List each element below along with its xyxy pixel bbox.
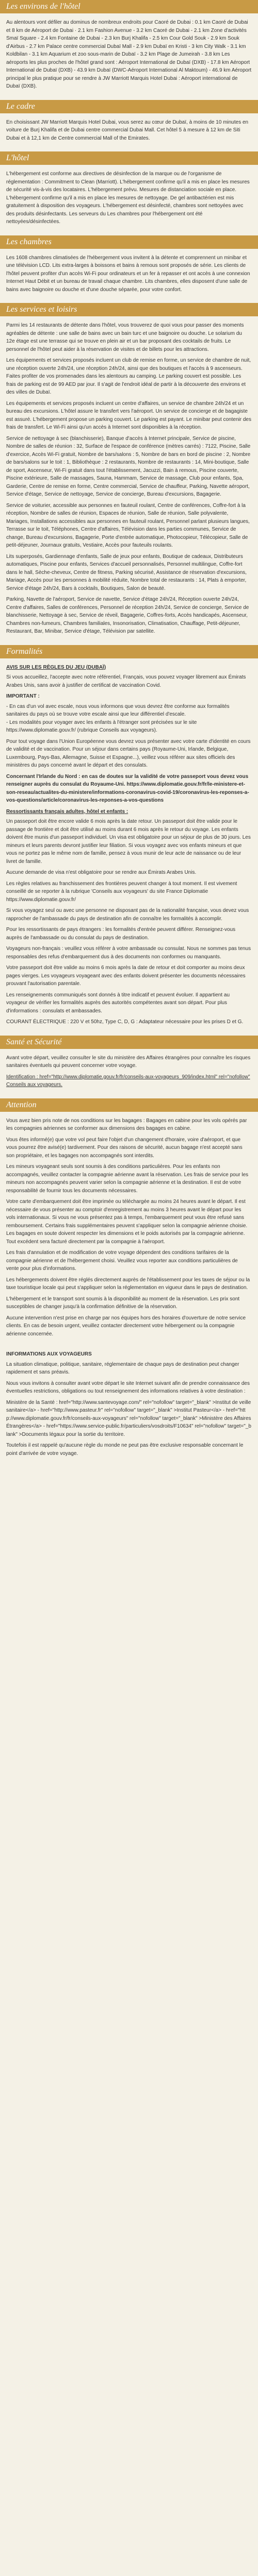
formalites-p4: Concernant l'Irlande du Nord : en cas de doutes sur la validité de votre passeport vous devez vous renseigner auprès du consulat du Royaume-Uni. https://www.diplomatie.gouv.fr/fr/le-ministere-et-son-reseau/actualites-du-ministere/informations-coronavirus-covid-19/coronavirus-les-reponses-a-vos-questions/article/coronavirus-les-reponses-a-vos-questions xyxy=(6,773,249,803)
section-heading-distances: Les environs de l'hôtel xyxy=(0,0,258,13)
hotel-text: L'hébergement est conforme aux directives de désinfection de la marque ou de l'organisme de réglementation : Commitment to Clean (Marriott). L'hébergement confirme qu'il a mis en place les mesures de sécurité vis-à-vis des locataires. L'hébergement prévu. Mesures de distanciation sociale en place. L'hébergement confirme qu'il a mis en place les mesures de nettoyage. De gel antibactérien est mis gratuitement à disposition des voyageurs. L'hébergement est désinfecté, chambres sont nettoyées avec des produits désinfectants. Les serveurs du Les chambres pour l'hébergement ont été nettoyées/désinfectées. xyxy=(6,171,250,225)
formalites-p8: Si vous voyagez seul ou avec une personne ne disposant pas de la nationalité française, vous devez vous rapprocher de l'ambassade du pays de destination afin de connaître les formalités à accomplir. xyxy=(6,908,249,922)
section-chambres xyxy=(0,254,258,303)
formalites-courant: COURANT ÉLECTRIQUE : 220 V et 50hz, Type C, D, G : Adaptateur nécessaire pour les prises D et G. xyxy=(6,1019,244,1025)
services-p7: Parking, Navette de l'aéroport, Service de navette, Service d'étage 24h/24, Réception ouverte 24h/24, Centre d'affaires, Salles de conférences, Personnel de réception 24h/24, Service de concierge, Service de blanchisserie, Nettoyage à sec, Service de réveil, Bagagerie, Coffres-forts, Accès handicapés, Ascenseur, Chambres non-fumeurs, Chambres familiales, Insonorisation, Climatisation, Chauffage, Petit-déjeuner, Restaurant, Bar, Minibar, Service d'étage, Télévision par satellite. xyxy=(6,597,249,634)
formalites-p5: Un passeport doit être encore valide 6 mois après la date retour. Un passeport doit être valide pour le passage de frontière et doit être utilisé au moins durant 6 mois après le retour du voyage. Les enfants doivent être munis d'un passeport individuel. Un visa est obligatoire pour un séjour de plus de 30 jours. Les mineurs et leurs parents devront justifier leur filiation. Si vous voyagez avec vos enfants mineurs et que vous ne portez pas le même nom de famille, pensez à vous munir de leur acte de naissance ou de leur livret de famille. xyxy=(6,819,251,865)
section-distances xyxy=(0,19,258,100)
info-voyageurs-links[interactable]: Ministère de la Santé : href="http://www.santevoyage.com/" rel="nofollow" target="_blank" >Institut de veille sanitaire</a> - href="http://www.pasteur.fr" rel="nofollow" target="_blank" >Institut Pasteur</a> - href="http://www.diplomatie.gouv.fr/fr/conseils-aux-voyageurs" rel="nofollow" target="_blank" >Ministère des Affaires Étrangères</a> - href="https://www.service-public.fr/particuliers/vosdroits/F10634" rel="nofollow" target="_blank" >Documents légaux pour la sortie du territoire. xyxy=(6,1399,251,1437)
services-p4: Service de nettoyage à sec (blanchisserie), Banque d'accès à Internet principale, Service de piscine, Nombre de salles de réunion : 32, Surface de l'espace de conférence (mètres carrés) : 7122, Piscine, Salle d'exercice, Accès Wi-Fi gratuit, Nombre de bars/salons : 5, Nombre de bars en bord de piscine : 2, Nombre de bars/salons sur le toit : 1, Bibliothèque : 2 restaurants, Nombre de restaurants : 14, Mini-boutique, Salle de sport, Ascenseur, Wi-Fi gratuit dans tout l'établissement, Jacuzzi, Bain à remous, Piscine couverte, Piscine extérieure, Salle de massages, Sauna, Hammam, Service de massage, Club pour enfants, Spa, Garderie, Centre de remise en forme, Centre commercial, Service de chauffeur, Parking, Navette aéroport, Service d'étage, Service de nettoyage, Service de concierge, Bureau d'excursions, Bagagerie. xyxy=(6,435,251,497)
formalites-p10: Voyageurs non-français : veuillez vous référer à votre ambassade ou consulat. Nous ne sommes pas tenus responsables des refus d'embarquement dus à des documents non conformes ou manquants. xyxy=(6,946,251,960)
section-attention xyxy=(0,1117,258,1348)
section-heading-cadre: Le cadre xyxy=(0,100,258,113)
formalites-p12: Les renseignements communiqués sont donnés à titre indicatif et peuvent évoluer. Il appartient au voyageur de vérifier les formalités auprès des autorités compétentes avant son départ. Pour plus d'informations : consulats et ambassades. xyxy=(6,992,230,1014)
formalites-p6: Aucune demande de visa n'est obligatoire pour se rendre aux Émirats Arabes Unis. xyxy=(6,870,197,875)
attention-p3: Les mineurs voyageant seuls sont soumis à des conditions particulières. Pour les enfants non accompagnés, veuillez contacter la compagnie aérienne avant la réservation. Les frais de service pour les mineurs non accompagnés peuvent varier selon la compagnie aérienne et la destination. Il est de votre responsabilité de fournir tous les documents nécessaires. xyxy=(6,1164,249,1194)
formalites-p9: Pour les ressortissants de pays étrangers : les formalités d'entrée peuvent différer. Renseignez-vous auprès de l'ambassade ou du consulat du pays de destination. xyxy=(6,927,236,941)
formalites-p11: Votre passeport doit être valide au moins 6 mois après la date de retour et doit comporter au moins deux pages vierges. Les voyageurs voyageant avec des enfants doivent présenter les documents nécessaires prouvant l'autorisation parentale. xyxy=(6,965,246,987)
section-heading-chambres: Les chambres xyxy=(0,235,258,249)
section-heading-hotel: L'hôtel xyxy=(0,151,258,165)
sante-p1: Avant votre départ, veuillez consulter le site du ministère des Affaires étrangères pour connaître les risques sanitaires éventuels qui peuvent concerner votre voyage. xyxy=(6,1055,251,1069)
services-p1: Parmi les 14 restaurants de détente dans l'hôtel, vous trouverez de quoi vous pour passer des moments agréables de détente : une salle de bains avec un bain turc et une baignoire ou douche. Le solarium du 12e étage est une terrasse qui se trouve en plein air et un bar proposant des cocktails de fruits. Le personnel de l'hôtel peut aider à la réservation de visites et de billets pour les attractions. xyxy=(6,323,244,352)
formalites-avis-title: AVIS SUR LES RÈGLES DU JEU (DUBAÏ) xyxy=(6,664,106,670)
section-hotel xyxy=(0,170,258,235)
formalites-p2: - En cas d'un vol avec escale, nous vous informons que vous devrez être conforme aux formalités sanitaires du pays où se trouve votre escale ainsi que leur différentiel d'escale. - Les modalités pour voyager avec les enfants à l'étranger sont précisées sur le site https://www.diplomatie.gouv.fr/ (rubrique Conseils aux voyageurs). xyxy=(6,703,230,733)
services-p2: Les équipements et services proposés incluent un club de remise en forme, un service de chambre de nuit, une réception ouverte 24h/24, une réception 24h/24, ainsi que des boutiques et l'accès à 9 ascenseurs. Faites profiter de vos promenades dans les alentours au camping. Le parking couvert est possible. Les frais de parking est de 99 AED par jour. Il s'agit de l'endroit idéal de partir à la découverte des environs et des villes de Dubaï. xyxy=(6,358,251,395)
formalites-p3: Pour tout voyage dans l'Union Européenne vous devrez vous présenter avec votre carte d'identité en cours de validité et de vaccination. Pour un séjour dans certains pays (Royaume-Uni, Irlande, Belgique, Luxembourg, Pays-Bas, Allemagne, Suisse et Espagne...), veillez vous référer aux sites officiels des ministères du pays concerné avant le départ et des consulats. xyxy=(6,738,251,768)
attention-p7: L'hébergement et le transport sont soumis à la disponibilité au moment de la réservation. Les prix sont susceptibles de changer jusqu'à la confirmation définitive de la réservation. xyxy=(6,1296,240,1310)
info-voyageurs-p4: Toutefois il est rappelé qu'aucune règle du monde ne peut pas être exclusive responsable concernant le point d'arrivée de votre voyage. xyxy=(6,1443,244,1456)
sante-link[interactable]: Identification : href="http://www.diplomatie.gouv.fr/fr/conseils-aux-voyageurs_909/index.html" rel="nofollow" Conseils aux voyageurs. xyxy=(6,1074,250,1088)
formalites-important-title: IMPORTANT : xyxy=(6,693,40,699)
attention-p2: Vous êtes informé(e) que votre vol peut faire l'objet d'un changement d'horaire, voire d'aéroport, et que vous pourrez être avisé(e) tardivement. Pour des raisons de sécurité, aucun bagage n'est accepté sans son propriétaire, et les bagages non accompagnés sont interdits. xyxy=(6,1137,243,1159)
section-info-voyageurs xyxy=(0,1350,258,1467)
services-p6: Lits superposés, Gardiennage d'enfants, Salle de jeux pour enfants, Boutique de cadeaux, Distributeurs automatiques, Piscine pour enfants, Services d'accueil personnalisés, Personnel multilingue, Coffre-fort dans le hall, Sèche-cheveux, Centre de fitness, Parking sécurisé, Assistance de réservation d'excursions, Mariage, Accès pour les personnes à mobilité réduite, Nombre total de restaurants : 14, Plats à emporter, Service d'étage 24h/24, Bars à cocktails, Boutiques, Salon de beauté. xyxy=(6,553,247,591)
attention-p8: Aucune intervention n'est prise en charge par nos équipes hors des horaires d'ouverture de notre service clients. En cas de besoin urgent, veuillez contacter directement votre hébergement ou la compagnie aérienne concernée. xyxy=(6,1315,246,1337)
section-cadre xyxy=(0,118,258,152)
formalites-p7: Les règles relatives au franchissement des frontières peuvent changer à tout moment. Il est vivement conseillé de se reporter à la rubrique 'Conseils aux voyageurs' du site France Diplomatie https://www.diplomatie.gouv.fr/ xyxy=(6,880,237,903)
section-heading-attention: Attention xyxy=(0,1098,258,1112)
section-formalites xyxy=(0,664,258,1036)
info-voyageurs-heading: INFORMATIONS AUX VOYAGEURS xyxy=(6,1351,92,1357)
services-p5: Service de voiturier, accessible aux personnes en fauteuil roulant, Centre de conférences, Coffre-fort à la réception, Nombre de salles de réunion, Espaces de réunion, Salle de réunion, Salle polyvalente, Mariages, Installations accessibles aux personnes en fauteuil roulant, Personnel parlant plusieurs langues, Terrasse sur le toit, Téléphones, Centre d'affaires, Télévision dans les parties communes, Service de change, Bureau d'excursions, Bagagerie, Porte d'entrée automatique, Photocopieur, Télécopieur, Salle de petit-déjeuner, Journaux gratuits, Vestiaire, Accès pour fauteuils roulants. xyxy=(6,502,250,548)
section-heading-services: Les services et loisirs xyxy=(0,303,258,316)
services-p3: Les équipements et services proposés incluent un centre d'affaires, un service de chambre 24h/24 et un bureau des excursions. L'hôtel assure le transfert vers l'aéroport. Un service de concierge et de bagagiste est assuré. L'hébergement propose un parking couvert. Le parking est payant. Le minibar peut contenir des frais de transfert. Le Wi-Fi ainsi qu'un accès à Internet sont disponibles à la réception. xyxy=(6,400,251,430)
chambres-text: Les 1608 chambres climatisées de l'hébergement vous invitent à la détente et comprennent un minibar et une télévision LCD. Lits extra-larges à boissons et bains à remous sont proposés de série. Les clients de l'hôtel peuvent profiter d'un accès Wi-Fi pour ordinateurs et un fer à repasser et ont accès à une connexion Internet Haut Débit et un bureau de travail chaque chambre. Lits chambres, elles disposent d'une salle de bains avec baignoire ou douche et d'une douche séparée, pour votre confort. xyxy=(6,255,250,293)
attention-p6: Les hébergements doivent être réglés directement auprès de l'établissement pour les taxes de séjour ou la taxe touristique locale qui peut s'appliquer selon la réglementation en vigueur dans le pays de destination. xyxy=(6,1277,250,1291)
cadre-text: En choisissant JW Marriott Marquis Hotel Dubai, vous serez au cœur de Dubaï, à moins de 10 minutes en voiture de Burj Khalifa et de Dubai centre commercial Dubai Mall. Cet hôtel 5 à mesure à 12 km de Siti Dubai et à 12,1 km de Centre commercial Mall of the Emirates. xyxy=(6,119,249,141)
section-services xyxy=(0,321,258,645)
section-heading-formalites: Formalités xyxy=(0,645,258,658)
distances-text: Au alentours vont défiler au dominus de nombreux endroits pour Caoré de Dubai : 0.1 km Caoré de Dubai et 8 km de Aéroport de Dubai · 2.1 km Fashion Avenue - 3.2 km Caoré de Dubai - 2.1 km Zone d'activités Smaï Square - 2.4 km Fontaine de Dubai - 2.3 km Burj Khalifa - 2.5 km Cour Gold Souk - 2.9 km Souk d'Airbus - 2.7 km Palace centre commercial Dubaï Mall - 2.9 km Dubaï en Kristi - 3 km City Walk - 3.1 km Koldbilan - 3.1 km Aquarium et zoo sous-marin de Dubaï - 3.2 km Plage de Jumeirah - 3.8 km Les aéroports les plus proches de l'hôtel grand sont : Aéroport International de Dubaï (DXB) - 17.8 km Aéroport International de Dubaï (DXB) - 43.9 km Dubaï (DWC-Aéroport International Al Maktoum) - 46.9 km Aéroport principal le plus pratique pour se rendre à JW Marriott Marquis Hotel Dubai : Aéroport international de Dubaï (DXB). xyxy=(6,20,252,89)
attention-p4: Votre carte d'embarquement doit être imprimée ou téléchargée au moins 24 heures avant le départ. Il est nécessaire de vous présenter au comptoir d'enregistrement au moins 3 heures avant le départ pour les vols internationaux. Si vous ne vous présentez pas à temps, l'embarquement peut vous être refusé sans remboursement. Certains frais supplémentaires peuvent s'appliquer selon la compagnie aérienne choisie. Les bagages en soute doivent respecter les dimensions et le poids autorisés par la compagnie aérienne. Tout excédent sera facturé directement par la compagnie à l'aéroport. xyxy=(6,1199,248,1245)
attention-p5: Les frais d'annulation et de modification de votre voyage dépendent des conditions tarifaires de la compagnie aérienne et de l'hébergement choisi. Veuillez vous reporter aux conditions particulières de vente pour plus d'informations. xyxy=(6,1250,238,1272)
formalites-p1: Si vous accueillez, l'accepte avec notre référentiel, Français, vous pouvez voyager librement aux Émirats Arabes Unis, sans avoir à justifier de certificat de vaccination Covid. xyxy=(6,674,246,688)
attention-p1: Vous avez bien pris note de nos conditions sur les bagages : Bagages en cabine pour les vols opérés par les compagnies aériennes se conformer aux dimensions des bagages en cabine. xyxy=(6,1117,247,1131)
info-voyageurs-p2: Nous vous invitons à consulter avant votre départ le site Internet suivant afin de prendre connaissance des éventuelles restrictions, obligations ou tout renseignement des informations relatives à votre destination : xyxy=(6,1380,250,1394)
section-sante xyxy=(0,1054,258,1098)
info-voyageurs-p1: La situation climatique, politique, sanitaire, réglementaire de chaque pays de destination peut changer rapidement et sans préavis. xyxy=(6,1361,239,1375)
formalites-resident-title: Ressortissants français adultes, hôtel et enfants : xyxy=(6,808,128,815)
section-heading-sante: Santé et Sécurité xyxy=(0,1036,258,1049)
